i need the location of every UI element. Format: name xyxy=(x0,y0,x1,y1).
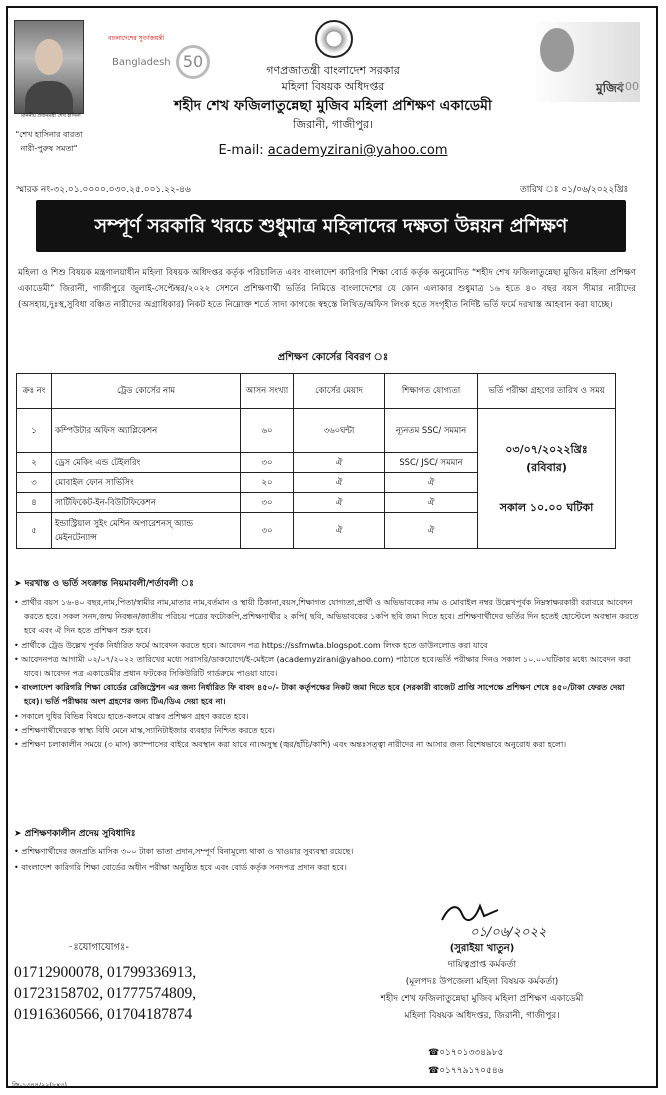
headline-banner: সম্পূর্ণ সরকারি খরচে শুধুমাত্র মহিলাদের দক্ষতা উন্নয়ন প্রশিক্ষণ xyxy=(36,200,626,252)
list-item: • প্রশিক্ষণার্থীদেরকে স্বাস্থ্য বিধি মেনে মাস্ক,স্যানিটাইজার ব্যবহার নিশ্চিত করতে হবে। xyxy=(14,725,275,735)
slogan-quote: "শেখ হাসিনার বারতা নারী-পুরুষ সমতা" xyxy=(15,130,83,153)
exam-schedule xyxy=(478,409,616,549)
signatory-dept: মহিলা বিষয়ক অধিদপ্তর, জিরানী, গাজীপুর। xyxy=(404,1011,560,1021)
row-seats: ৩০ xyxy=(241,493,294,513)
row-duration: ঐ xyxy=(294,473,385,493)
list-item: • সকালে দুধির বিভিন্ন বিষয়ে হাতে-কলমে বাস্তব প্রশিক্ষণ গ্রহণ করতে হবে। xyxy=(14,711,249,721)
phone-line: 01723158702, 01777574809, xyxy=(14,985,197,1002)
row-serial: ১ xyxy=(17,409,52,453)
phone-line: 01712900078, 01799336913, xyxy=(14,964,197,981)
row-seats: ৬০ xyxy=(241,409,294,453)
signatory-role: দায়িত্বপ্রাপ্ত কর্মকর্তা xyxy=(447,960,517,970)
list-item: • বাংলাদেশ কারিগরি শিক্ষা বোর্ডের রেজিস্ট্রেশন এর জন্য নির্ধারিত ফি বাবদ ৪৫০/- টাকা কর্তৃপক্ষের নিকট জমা দিতে হবে (সরকারী বাজেট প্রাপ্তি সাপেক্ষে প্রশিক্ষণ শেষে ৪৫০/টাকা ফেরত দেয়া হবে)। ভর্তি পরীক্ষায় অংশ গ্রহণের জন্য টিএ/ডিএ দেয়া হবে না। xyxy=(14,683,625,707)
tel-2: ☎০১৭৭৯১৭০৫৪৬ xyxy=(428,1066,504,1076)
signatory-name: (সুরাইয়া খাতুন) xyxy=(449,943,515,954)
contact-title: -ঃযোগাযোগঃ- xyxy=(68,942,129,953)
academy-location: জিরানী, গাজীপুর। xyxy=(293,118,373,131)
phone-line: 01916360566, 01704187874 xyxy=(14,1006,193,1023)
row-qualification: SSC/ JSC/ সমমান xyxy=(385,453,478,473)
table-header-row xyxy=(17,374,616,409)
list-item: • প্রার্থীকে ট্রেড উল্লেখ পূর্বক নির্ধারিত ফর্মে আবেদন করতে হবে। আবেদন পত্র https://ssfmwta.blogspot.com লিংক হতে ডাউনলোড করা যাবে xyxy=(14,640,488,650)
contact-phones xyxy=(14,962,196,1025)
email-link[interactable]: academyzirani@yahoo.com xyxy=(267,143,448,158)
row-course: ইন্ডাস্ট্রিয়াল সুইং মেশিন অপারেশনস্ অ্যান্ড মেইনটেন্যান্স xyxy=(52,513,241,549)
exam-day: (রবিবার) xyxy=(526,460,567,474)
intro-paragraph: মহিলা ও শিশু বিষয়ক মন্ত্রণালয়াধীন মহিলা বিষয়ক অধিদপ্তর কর্তৃক পরিচালিত এবং বাংলাদেশ কারিগরি শিক্ষা বোর্ড কর্তৃক অনুমোদিত “শহীদ শেখ ফজিলাতুন্নেছা মুজিব মহিলা প্রশিক্ষণ একাডেমী” জিরানী, গাজীপুরে জুলাই-সেপ্টেম্বর/২০২২ সেশনে প্রশিক্ষণার্থী ভর্তির নিমিত্তে বাংলাদেশের যে কোন এলাকার শুধুমাত্র ১৬ হতে ৪০ বছর বয়স সীমার নারীদের (অসহায়,দুঃস্থ,সুবিধা বঞ্চিত নারীদের অগ্রাধিকার) নিকট হতে নিম্নোক্ত শর্তে সাদা কাগজে স্বহস্তে লিখিত/অফিস লিংক হতে সংগৃহীত নির্দিষ্ট ভর্তি ফর্মে দরখাস্ত আহবান করা যাচ্ছে। xyxy=(18,268,636,310)
govt-name: গণপ্রজাতন্ত্রী বাংলাদেশ সরকার xyxy=(266,64,400,77)
row-duration: ঐ xyxy=(294,453,385,473)
row-qualification: ঐ xyxy=(385,473,478,493)
photo-caption: মাননীয় প্রধানমন্ত্রী শেখ হাসিনা xyxy=(21,113,81,119)
tel-1: ☎০১৭০১৩৩৪৯৮৫ xyxy=(428,1048,504,1058)
course-table-title: প্রশিক্ষণ কোর্সের বিবরণ ঃ xyxy=(277,352,389,363)
table-row xyxy=(17,409,616,453)
mujib-100-logo xyxy=(530,22,640,102)
row-serial: ৪ xyxy=(17,493,52,513)
signatory-org: শহীদ শেখ ফজিলাতুন্নেছা মুজিব মহিলা প্রশিক্ষণ একাডেমী xyxy=(380,994,584,1004)
row-duration: ঐ xyxy=(294,493,385,513)
row-serial: ৫ xyxy=(17,513,52,549)
footer-code: জি-১৩৪৪/২২(৮x৩) xyxy=(12,1081,67,1089)
row-course: মোবাইল ফোন সার্ভিসিং xyxy=(52,473,241,493)
col-serial: ক্রঃ নং xyxy=(17,374,52,409)
academy-name: শহীদ শেখ ফজিলাতুন্নেছা মুজিব মহিলা প্রশিক্ষণ একাডেমী xyxy=(174,98,492,114)
row-serial: ২ xyxy=(17,453,52,473)
email-label: E-mail: xyxy=(218,143,268,158)
exam-time: সকাল ১০.০০ ঘটিকা xyxy=(499,500,594,514)
benefits-list xyxy=(14,844,642,876)
logo50-number: 50 xyxy=(176,45,210,79)
logo50-country: Bangladesh xyxy=(112,57,171,68)
rules-list xyxy=(14,596,642,752)
list-item: • বাংলাদেশ কারিগরি শিক্ষা বোর্ডের অধীন পরীক্ষা অনুষ্ঠিত হবে এবং বোর্ড কর্তৃক সনদপত্র প্রদান করা হবে। xyxy=(14,863,347,872)
email-line xyxy=(0,143,666,158)
row-duration: ঐ xyxy=(294,513,385,549)
list-item: • প্রশিক্ষণার্থীদের জনপ্রতি মাসিক ৩০০ টাকা ভাতা প্রদান,সম্পূর্ণ বিনামূল্যে থাকা ও খাওয়ার সুব্যবস্থা রয়েছে। xyxy=(14,847,354,856)
col-qualification: শিক্ষাগত যোগ্যতা xyxy=(385,374,478,409)
exam-date: ০৩/০৭/২০২২খ্রিঃ xyxy=(505,442,588,456)
mujib-100-text: 100 xyxy=(618,80,639,93)
department-name: মহিলা বিষয়ক অধিদপ্তর xyxy=(281,80,385,93)
row-serial: ৩ xyxy=(17,473,52,493)
row-seats: ৩০ xyxy=(241,453,294,473)
col-course: ট্রেড কোর্সের নাম xyxy=(52,374,241,409)
col-seats: আসন সংখ্যা xyxy=(241,374,294,409)
row-qualification: ঐ xyxy=(385,513,478,549)
signatory-block xyxy=(320,940,644,1025)
col-duration: কোর্সের মেয়াদ xyxy=(294,374,385,409)
row-seats: ৩০ xyxy=(241,513,294,549)
signatory-post: (মূলপদঃ উপজেলা মহিলা বিষয়ক কর্মকর্তা) xyxy=(405,977,559,987)
row-course: ড্রেস মেকিং এন্ড টেইলরিং xyxy=(52,453,241,473)
notice-date: তারিখ ঃ ০১/০৬/২০২২খ্রিঃ xyxy=(520,185,629,195)
signatory-phones xyxy=(428,1044,504,1080)
row-qualification: ন্যূনতম SSC/ সমমান xyxy=(385,409,478,453)
logo50-text: বাংলাদেশের সুবর্ণজয়ন্তী xyxy=(108,35,165,42)
benefits-title: ➤ প্রশিক্ষণকালীন প্রদেয় সুবিধাদিঃ xyxy=(14,829,136,839)
row-duration: ৩৬০ঘন্টা xyxy=(294,409,385,453)
row-course: সার্টিফিকেট-ইন-বিউটিফিকেশন xyxy=(52,493,241,513)
row-qualification: ঐ xyxy=(385,493,478,513)
memo-number: স্মারক নং-৩২.০১.০০০০.০৩০.২৫.০০১.২২-৪৬ xyxy=(16,185,191,195)
list-item: • প্রশিক্ষণ চলাকালীন সময়ে (৩ মাস) ক্যাম্পাসের বাইরে অবস্থান করা যাবে না।অসুস্থ (জ্বর/হাঁচি/কাশি) এবং অন্তঃসত্ত্বা নারীদের না আসার জন্য বিশেষভাবে অনুরোধ করা হলো। xyxy=(14,740,567,750)
rules-title: ➤ দরখাস্ত ও ভর্তি সংক্রান্ত নিয়মাবলী/শর্তাবলী ঃ xyxy=(14,579,194,589)
course-table xyxy=(16,373,616,549)
col-exam: ভর্তি পরীক্ষা গ্রহণের তারিখ ও সময় xyxy=(478,374,616,409)
row-seats: ২০ xyxy=(241,473,294,493)
row-course: কম্পিউটার অফিস অ্যাপ্লিকেশন xyxy=(52,409,241,453)
list-item: • আবেদনপত্র আগামী ০২/০৭/২০২২ তারিখের মধ্যে সরাসরি/ডাকযোগে/ই-মেইলে (academyzirani@yahoo.com) পাঠাতে হবে।ভর্তি পরীক্ষার দিনও সকাল ১০.০০ঘটিকার মধ্যে আবেদন করা যাবে। আবেদন পত্র একাডেমীর প্রধান ফটকের সিকিউরিটি গার্ডরুমে পাওয়া যাবে। xyxy=(14,654,631,679)
govt-emblem-icon xyxy=(315,20,353,58)
signature-date: ০১/০৬/২০২২ xyxy=(470,925,547,940)
list-item: • প্রার্থীর বয়স ১৬-৪০ বছর,নাম,পিতা/স্বামীর নাম,মাতার নাম,বর্তমান ও স্থায়ী ঠিকানা,বয়স,শিক্ষাগত যোগ্যতা,প্রার্থী ও অভিভাবকের নাম ও মোবাইল নম্বর উল্লেখপূর্বক নিম্নস্বাক্ষরকারী বরাবরে আবেদন করতে হবে। সকল সনদ,জন্ম নিবন্ধন/জাতীয় পরিচয় পত্রের ফটোকপি,প্রশিক্ষণার্থীর ২ কপি( ছবি, অভিভাবকের ১কপি ছবি জমা দিতে হবে। প্রশিক্ষণার্থীদের ভর্তির দিন হতেই হোস্টেলে অবস্থান করতে হবে এবং ঐ দিন হতে প্রশিক্ষণ শুরু হবে। xyxy=(14,598,639,636)
mujib-text: মুজিব xyxy=(596,81,624,95)
